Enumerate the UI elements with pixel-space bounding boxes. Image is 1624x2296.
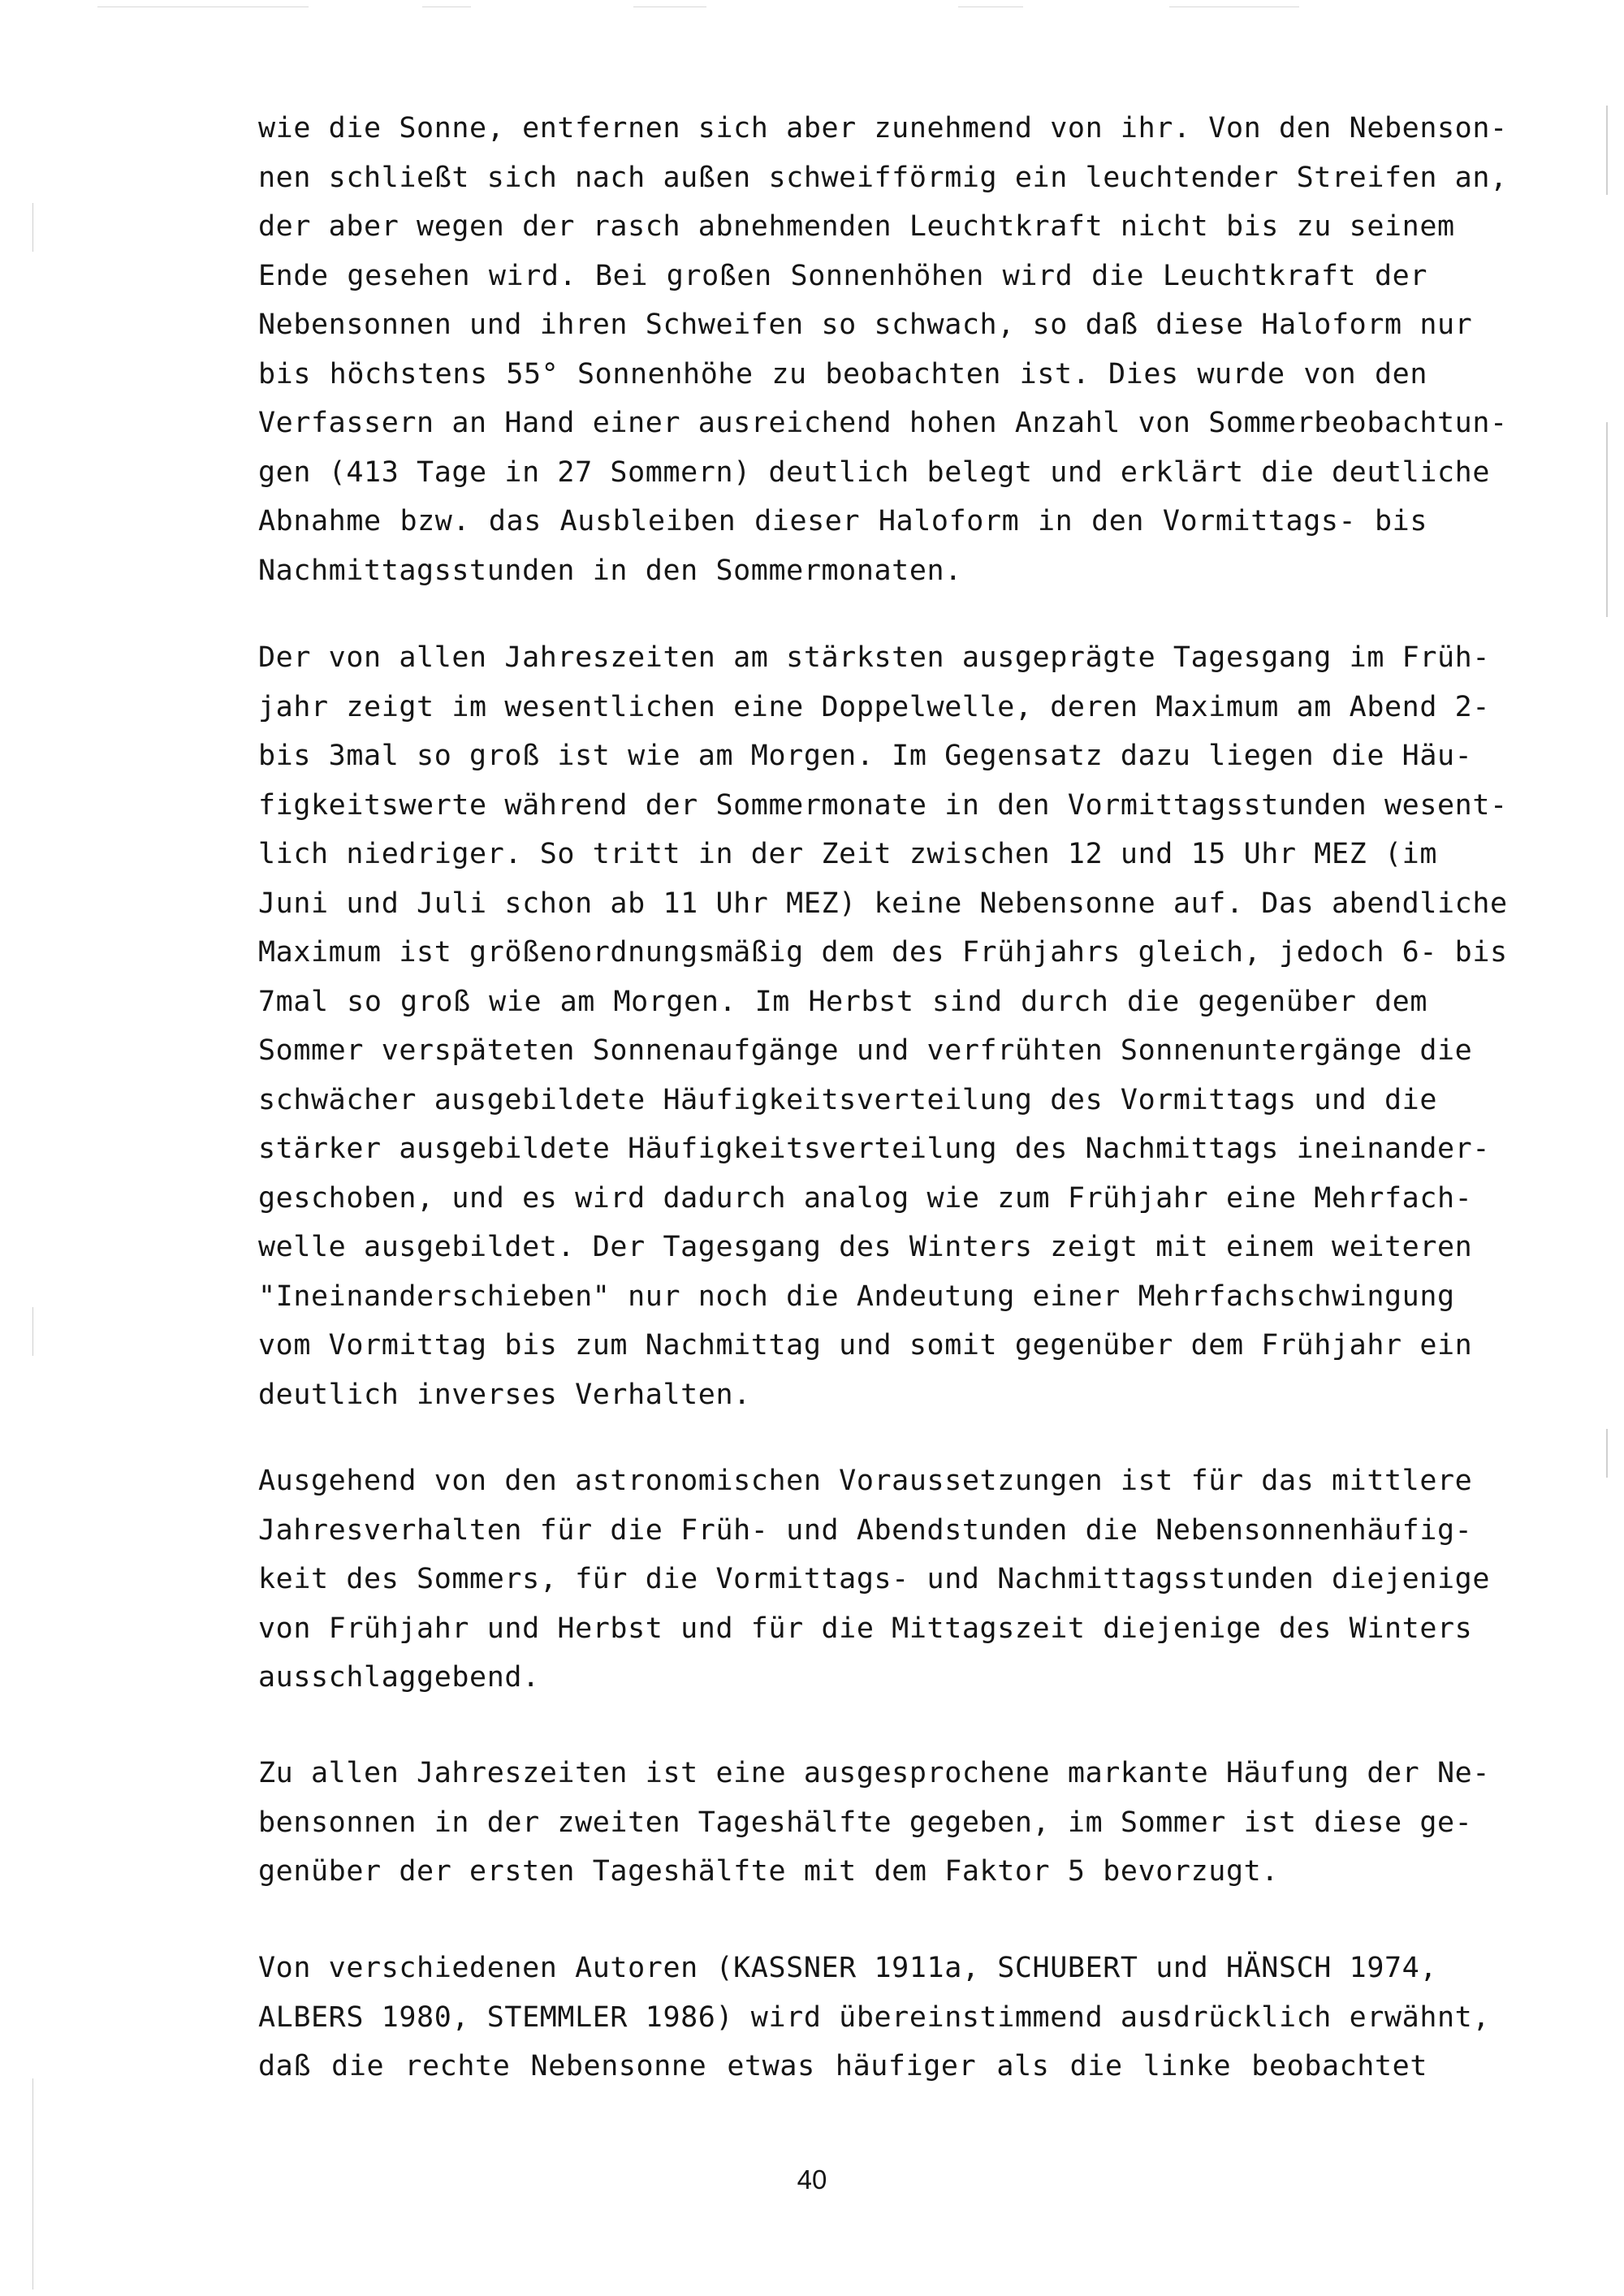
text-line: "Ineinanderschieben" nur noch die Andeutung einer Mehrfachschwingung [258, 1280, 1455, 1313]
text-line: daß die rechte Nebensonne etwas häufiger als die linke beobachtet [258, 2050, 1427, 2082]
text-line: ALBERS 1980, STEMMLER 1986) wird übereinstimmend ausdrücklich erwähnt, [258, 2000, 1491, 2034]
text-line: nen schließt sich nach außen schweifförmig ein leuchtender Streifen an, [258, 161, 1508, 194]
text-line: geschoben, und es wird dadurch analog wie zum Frühjahr eine Mehrfach- [258, 1181, 1473, 1215]
scan-edge-mark [32, 203, 33, 252]
text-line: Verfassern an Hand einer ausreichend hohen Anzahl von Sommerbeobachtun- [258, 407, 1508, 439]
text-line: Der von allen Jahreszeiten am stärksten ausgeprägte Tagesgang im Früh- [258, 641, 1491, 674]
text-line: 7mal so groß wie am Morgen. Im Herbst sind durch die gegenüber dem [258, 985, 1427, 1018]
text-line: Juni und Juli schon ab 11 Uhr MEZ) keine Nebensonne auf. Das abendliche [258, 887, 1508, 920]
paragraph-2 [258, 633, 1508, 1419]
text-line: der aber wegen der rasch abnehmenden Leuchtkraft nicht bis zu seinem [258, 210, 1455, 243]
text-line: Abnahme bzw. das Ausbleiben dieser Haloform in den Vormittags- bis [258, 505, 1427, 537]
text-line: jahr zeigt im wesentlichen eine Doppelwelle, deren Maximum am Abend 2- [258, 690, 1491, 723]
scan-edge-mark [422, 6, 471, 7]
paragraph-1 [258, 104, 1508, 595]
scan-edge-mark [1606, 1429, 1608, 1478]
text-line: Sommer verspäteten Sonnenaufgänge und verfrühten Sonnenuntergänge die [258, 1034, 1473, 1067]
text-line: Nebensonnen und ihren Schweifen so schwach, so daß diese Haloform nur [258, 309, 1473, 341]
text-line: bis höchstens 55° Sonnenhöhe zu beobachten ist. Dies wurde von den [258, 357, 1427, 391]
text-line: Zu allen Jahreszeiten ist eine ausgesprochene markante Häufung der Ne- [258, 1757, 1491, 1789]
text-line: bis 3mal so groß ist wie am Morgen. Im Gegensatz dazu liegen die Häu- [258, 740, 1473, 772]
text-line: lich niedriger. So tritt in der Zeit zwischen 12 und 15 Uhr MEZ (im [258, 838, 1438, 870]
page-number: 40 [797, 2164, 827, 2195]
text-line: genüber der ersten Tageshälfte mit dem Faktor 5 bevorzugt. [258, 1855, 1279, 1888]
text-line: Von verschiedenen Autoren (KASSNER 1911a, SCHUBERT und HÄNSCH 1974, [258, 1952, 1438, 1984]
text-line: welle ausgebildet. Der Tagesgang des Winters zeigt mit einem weiteren [258, 1231, 1473, 1263]
scan-edge-mark [1606, 106, 1608, 195]
text-line: Nachmittagsstunden in den Sommermonaten. [258, 554, 962, 587]
scan-edge-mark [958, 6, 1023, 7]
scan-edge-mark [97, 6, 309, 7]
text-line: Jahresverhalten für die Früh- und Abendstunden die Nebensonnenhäufig- [258, 1513, 1473, 1547]
text-line: von Frühjahr und Herbst und für die Mittagszeit diejenige des Winters [258, 1612, 1473, 1645]
text-line: wie die Sonne, entfernen sich aber zunehmend von ihr. Von den Nebenson- [258, 112, 1508, 145]
scan-edge-mark [1606, 422, 1608, 617]
paragraph-5 [258, 1944, 1491, 2091]
scan-edge-mark [32, 1307, 33, 1356]
paragraph-4 [258, 1749, 1491, 1897]
scan-edge-mark [1169, 6, 1299, 7]
text-line: Maximum ist größenordnungsmäßig dem des Frühjahrs gleich, jedoch 6- bis [258, 936, 1508, 969]
text-line: figkeitswerte während der Sommermonate in den Vormittagsstunden wesent- [258, 788, 1508, 822]
text-line: Ende gesehen wird. Bei großen Sonnenhöhen wird die Leuchtkraft der [258, 259, 1427, 292]
scan-edge-mark [633, 6, 706, 7]
text-line: Ausgehend von den astronomischen Voraussetzungen ist für das mittlere [258, 1465, 1473, 1497]
text-line: gen (413 Tage in 27 Sommern) deutlich belegt und erklärt die deutliche [258, 455, 1491, 489]
text-line: vom Vormittag bis zum Nachmittag und somit gegenüber dem Frühjahr ein [258, 1329, 1473, 1362]
text-line: keit des Sommers, für die Vormittags- und Nachmittagsstunden diejenige [258, 1563, 1491, 1595]
text-line: stärker ausgebildete Häufigkeitsverteilung des Nachmittags ineinander- [258, 1133, 1491, 1165]
text-line: ausschlaggebend. [258, 1661, 540, 1694]
paragraph-3 [258, 1457, 1491, 1703]
text-line: bensonnen in der zweiten Tageshälfte gegeben, im Sommer ist diese ge- [258, 1806, 1473, 1839]
text-line: schwächer ausgebildete Häufigkeitsverteilung des Vormittags und die [258, 1083, 1438, 1116]
text-line: deutlich inverses Verhalten. [258, 1378, 751, 1411]
